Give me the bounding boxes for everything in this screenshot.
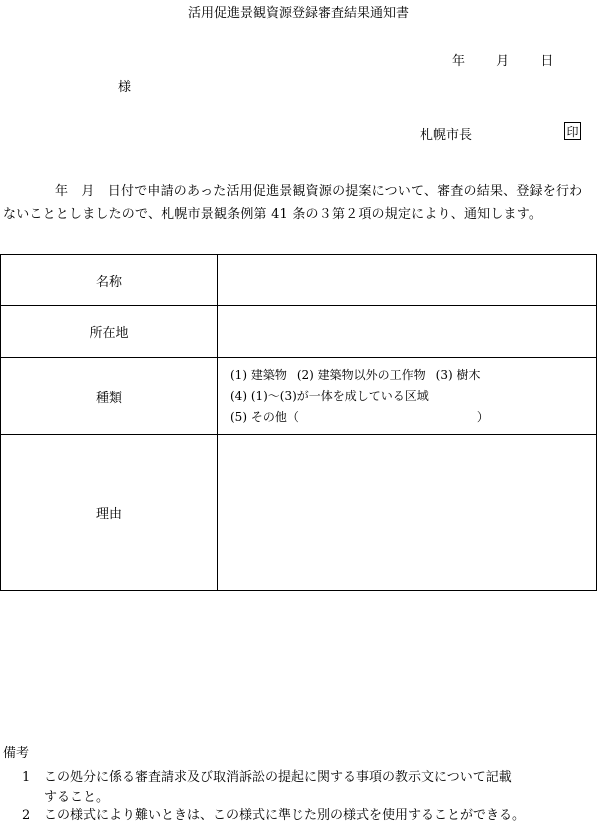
kind-option-2: (2) 建築物以外の工作物 xyxy=(296,367,426,382)
label-location: 所在地 xyxy=(1,306,218,358)
label-name: 名称 xyxy=(1,255,218,306)
addressee-suffix: 様 xyxy=(118,80,132,95)
kind-option-5-close: ） xyxy=(476,409,489,424)
note-text-1: この処分に係る審査請求及び取消訴訟の提起に関する事項の教示文について記載 xyxy=(44,770,512,785)
kind-line-2 xyxy=(230,386,596,407)
date-line xyxy=(452,50,553,69)
notice-body: 年 月 日付で申請のあった活用促進景観資源の提案について、審査の結果、登録を行わないこととしましたので、札幌市景観条例第 41 条の３第２項の規定により、通知します。 xyxy=(3,184,583,222)
note-item-2 xyxy=(22,804,525,823)
value-location xyxy=(218,306,597,358)
date-day: 日 xyxy=(540,54,554,69)
kind-line-3 xyxy=(230,407,596,428)
value-kind xyxy=(218,358,597,435)
table-row xyxy=(1,435,597,591)
issuer-name: 札幌市長 xyxy=(420,128,473,143)
kind-options xyxy=(218,365,596,428)
date-month: 月 xyxy=(496,54,510,69)
note-text-2: この様式により難いときは、この様式に準じた別の様式を使用することができる。 xyxy=(44,808,526,823)
label-kind: 種類 xyxy=(1,358,218,435)
date-year: 年 xyxy=(452,54,466,69)
notes-title: 備考 xyxy=(3,746,30,761)
kind-line-1 xyxy=(230,365,596,386)
kind-option-1: (1) 建築物 xyxy=(230,367,287,382)
note-number-1: 1 xyxy=(22,770,31,785)
value-name xyxy=(218,255,597,306)
seal-mark: 印 xyxy=(564,122,581,140)
label-reason: 理由 xyxy=(1,435,218,591)
note-number-2: 2 xyxy=(22,808,31,823)
value-reason xyxy=(218,435,597,591)
registration-table xyxy=(0,254,597,591)
table-row xyxy=(1,255,597,306)
kind-option-5: (5) その他（ xyxy=(230,409,299,424)
table-row xyxy=(1,358,597,435)
note-item-1 xyxy=(22,766,512,785)
kind-option-4: (4) (1)～(3)が一体を成している区域 xyxy=(230,388,429,403)
note-item-1-cont: すること。 xyxy=(44,790,110,805)
table-row xyxy=(1,306,597,358)
document-title: 活用促進景観資源登録審査結果通知書 xyxy=(187,6,409,21)
kind-option-3: (3) 樹木 xyxy=(435,367,481,382)
